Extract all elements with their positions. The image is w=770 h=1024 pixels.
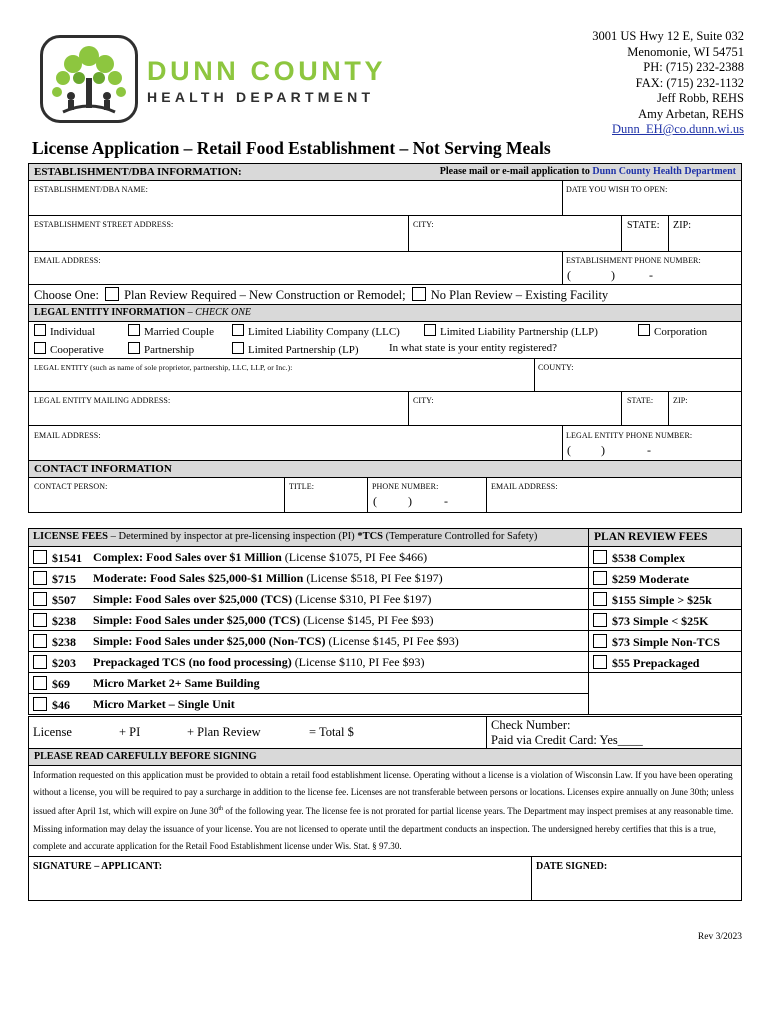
llp-checkbox[interactable]: [424, 324, 436, 336]
legal-zip-field[interactable]: [668, 391, 742, 426]
fee-description: Complex: Food Sales over $1 Million (License $1075, PI Fee $466): [93, 550, 428, 564]
fee-price: $69: [52, 677, 70, 691]
plan-review-fee-checkbox[interactable]: [593, 613, 607, 627]
legal-state-field[interactable]: [621, 391, 669, 426]
plan-review-fee-label: $73 Simple < $25K: [612, 614, 709, 628]
plan-review-row: [588, 609, 742, 631]
address-line: Menomonie, WI 54751: [627, 44, 744, 59]
plan-review-fee-checkbox[interactable]: [593, 634, 607, 648]
signing-header-bar: [28, 748, 742, 766]
field-label: ZIP:: [673, 220, 692, 231]
plan-review-row: [588, 672, 742, 715]
city-field[interactable]: [408, 215, 622, 252]
signature-label: SIGNATURE – APPLICANT:: [33, 861, 163, 872]
married-couple-checkbox[interactable]: [128, 324, 140, 336]
fee-row: [28, 651, 589, 673]
establishment-name-field[interactable]: [28, 180, 563, 216]
legal-city-field[interactable]: [408, 391, 622, 426]
field-label: ZIP:: [673, 396, 688, 405]
plan-review-option[interactable]: [593, 571, 689, 587]
fee-checkbox[interactable]: [33, 634, 47, 648]
plan-review-row: [588, 651, 742, 673]
establishment-header-bar: [28, 163, 742, 181]
phone-paren-open: (: [373, 494, 377, 508]
state-registered-question: In what state is your entity registered?: [389, 342, 558, 354]
date-signed-label: DATE SIGNED:: [536, 861, 608, 872]
plan-review-option[interactable]: [593, 550, 685, 566]
legal-mailing-address-field[interactable]: [28, 391, 409, 426]
contact-phone-field[interactable]: [367, 477, 487, 513]
fee-row: [28, 609, 589, 631]
plan-review-fee-checkbox[interactable]: [593, 655, 607, 669]
fee-price: $238: [52, 614, 76, 628]
field-label: EMAIL ADDRESS:: [34, 431, 101, 440]
phone-paren-close: ): [611, 268, 615, 282]
fee-price: $203: [52, 656, 76, 670]
fee-price: $46: [52, 698, 70, 712]
plan-review-fee-label: $538 Complex: [612, 551, 685, 565]
legal-email-field[interactable]: [28, 425, 563, 461]
fee-price: $238: [52, 635, 76, 649]
plan-review-row: [588, 630, 742, 652]
phone-dash: -: [649, 268, 653, 282]
phone-line: PH: (715) 232-2388: [643, 60, 744, 74]
plan-review-label: Plan Review Required – New Construction or Remodel;: [124, 288, 406, 302]
contact-person-field[interactable]: [28, 477, 285, 513]
fee-checkbox[interactable]: [33, 676, 47, 690]
signature-field[interactable]: [28, 856, 532, 901]
state-field[interactable]: [621, 215, 669, 252]
staff-line: Jeff Robb, REHS: [657, 91, 744, 105]
contact-header-bar: [28, 460, 742, 478]
plan-review-fee-label: $155 Simple > $25k: [612, 593, 712, 607]
field-label: EMAIL ADDRESS:: [34, 256, 101, 265]
field-label: ESTABLISHMENT PHONE NUMBER:: [566, 256, 701, 265]
field-label: CITY:: [413, 396, 434, 405]
credit-card-label: Paid via Credit Card: Yes____: [491, 733, 643, 747]
corporation-option[interactable]: Corporation: [638, 324, 707, 338]
field-label: LEGAL ENTITY PHONE NUMBER:: [566, 431, 693, 440]
plan-review-row: [588, 588, 742, 610]
field-label: EMAIL ADDRESS:: [491, 482, 558, 491]
open-date-field[interactable]: [562, 180, 742, 216]
tree-people-icon: [43, 38, 135, 120]
dunn-county-logo: [40, 35, 138, 123]
individual-checkbox[interactable]: [34, 324, 46, 336]
fee-description: Moderate: Food Sales $25,000-$1 Million (License $518, PI Fee $197): [93, 571, 443, 585]
plan-review-fee-label: $55 Prepackaged: [612, 656, 700, 670]
license-fees-header: LICENSE FEES – Determined by inspector at pre-licensing inspection (PI) *TCS (Temperature Controlled for Safety): [33, 531, 538, 542]
lp-option[interactable]: Limited Partnership (LP): [232, 342, 359, 356]
corporation-checkbox[interactable]: [638, 324, 650, 336]
contact-title-field[interactable]: [284, 477, 368, 513]
field-label: ESTABLISHMENT/DBA NAME:: [34, 185, 148, 194]
cooperative-option[interactable]: Cooperative: [34, 342, 104, 356]
field-label: ESTABLISHMENT STREET ADDRESS:: [34, 220, 174, 229]
brand-subtitle: HEALTH DEPARTMENT: [147, 89, 375, 105]
license-fees-header-bar: [28, 528, 589, 547]
check-number-label: Check Number:: [491, 718, 571, 732]
department-email-link[interactable]: Dunn_EH@co.dunn.wi.us: [612, 122, 744, 136]
establishment-header: ESTABLISHMENT/DBA INFORMATION:: [34, 166, 242, 178]
fee-price: $715: [52, 572, 76, 586]
disclaimer-text: Information requested on this application must be provided to obtain a retail food establishment license. Operating without a license is a violation of Wisconsin Law. If you have been operating without a license, you will be required to pay a surcharge in addition to the license fee. Licenses are not transferable between persons or locations. Licenses expire annually on June 30th; unless issued after April 1st, which will expire on June 30th of the following year. The license fee is not prorated for partial license years. The Department may inspect premises at any reasonable time. Missing information may delay the issuance of your license. You are not licensed to operate until the department conducts an inspection. The undersigned hereby certifies that this is a true, complete and accurate application for the Retail Food Establishment license under Wis. Stat. § 97.30.: [33, 770, 734, 851]
plan-review-fee-label: $259 Moderate: [612, 572, 689, 586]
county-field[interactable]: [534, 358, 742, 392]
lp-checkbox[interactable]: [232, 342, 244, 354]
plan-review-checkbox[interactable]: [105, 287, 119, 301]
legal-entity-header-bar: [28, 304, 742, 322]
plan-review-row: [588, 567, 742, 589]
phone-paren-close: ): [601, 443, 605, 457]
field-label: STATE:: [627, 396, 654, 405]
zip-field[interactable]: [668, 215, 742, 252]
fee-option[interactable]: [33, 550, 82, 566]
fee-description: Micro Market 2+ Same Building: [93, 676, 260, 690]
phone-paren-open: (: [567, 268, 571, 282]
choose-one-label: Choose One:: [34, 288, 99, 302]
plan-review-header-bar: [588, 528, 742, 547]
date-signed-field[interactable]: [531, 856, 742, 901]
fee-description: Prepackaged TCS (no food processing) (License $110, PI Fee $93): [93, 655, 425, 669]
partnership-checkbox[interactable]: [128, 342, 140, 354]
total-pi-label: + PI: [119, 725, 141, 739]
establishment-email-field[interactable]: [28, 251, 563, 285]
staff-line: Amy Arbetan, REHS: [638, 106, 744, 121]
fee-checkbox[interactable]: [33, 697, 47, 711]
contact-header: CONTACT INFORMATION: [34, 463, 172, 475]
contact-address-block: [592, 29, 744, 138]
fee-row: [28, 546, 589, 568]
llc-checkbox[interactable]: [232, 324, 244, 336]
partnership-option[interactable]: Partnership: [128, 342, 194, 356]
fee-row: [28, 588, 589, 610]
field-label: LEGAL ENTITY MAILING ADDRESS:: [34, 396, 171, 405]
fee-option[interactable]: [33, 571, 76, 587]
signing-header: PLEASE READ CAREFULLY BEFORE SIGNING: [34, 751, 257, 762]
no-plan-review-checkbox[interactable]: [412, 287, 426, 301]
field-label: COUNTY:: [538, 363, 574, 372]
totals-row: [28, 716, 487, 749]
cooperative-checkbox[interactable]: [34, 342, 46, 354]
fee-description: Micro Market – Single Unit: [93, 697, 235, 711]
fee-option[interactable]: [33, 592, 76, 608]
field-label: TITLE:: [289, 482, 315, 491]
fee-row: [28, 630, 589, 652]
fee-price: $1541: [52, 551, 82, 565]
field-label: DATE YOU WISH TO OPEN:: [566, 185, 668, 194]
fee-row: [28, 567, 589, 589]
choose-one: [34, 287, 608, 303]
total-plan-review-label: + Plan Review: [187, 725, 261, 739]
fee-option[interactable]: [33, 676, 70, 692]
payment-box[interactable]: [486, 716, 742, 749]
field-label: CITY:: [413, 220, 434, 229]
fee-description: Simple: Food Sales over $25,000 (TCS) (License $310, PI Fee $197): [93, 592, 432, 606]
fee-option[interactable]: [33, 613, 76, 629]
legal-entity-name-field[interactable]: [28, 358, 535, 392]
field-label: STATE:: [627, 220, 660, 231]
phone-dash: -: [444, 494, 448, 508]
field-label: PHONE NUMBER:: [372, 482, 439, 491]
establishment-phone-field[interactable]: [562, 251, 742, 285]
fee-option[interactable]: [33, 634, 76, 650]
phone-paren-open: (: [567, 443, 571, 457]
page-title: License Application – Retail Food Establishment – Not Serving Meals: [32, 138, 551, 158]
plan-review-option[interactable]: [593, 634, 720, 650]
contact-email-field[interactable]: [486, 477, 742, 513]
street-address-field[interactable]: [28, 215, 409, 252]
phone-paren-close: ): [408, 494, 412, 508]
phone-dash: -: [647, 443, 651, 457]
address-line: 3001 US Hwy 12 E, Suite 032: [592, 29, 744, 43]
fee-description: Simple: Food Sales under $25,000 (TCS) (License $145, PI Fee $93): [93, 613, 434, 627]
field-label: LEGAL ENTITY (such as name of sole proprietor, partnership, LLC, LLP, or Inc.):: [34, 363, 293, 372]
fee-checkbox[interactable]: [33, 613, 47, 627]
mail-note: Please mail or e-mail application to Dunn County Health Department: [439, 166, 736, 177]
married-option[interactable]: Married Couple: [128, 324, 214, 338]
plan-review-fee-label: $73 Simple Non-TCS: [612, 635, 721, 649]
revision-label: Rev 3/2023: [697, 932, 742, 942]
fee-option[interactable]: [33, 697, 70, 713]
llc-option[interactable]: Limited Liability Company (LLC): [232, 324, 400, 338]
fax-line: FAX: (715) 232-1132: [635, 75, 744, 90]
plan-review-fee-checkbox[interactable]: [593, 571, 607, 585]
plan-review-row: [588, 546, 742, 568]
individual-option[interactable]: Individual: [34, 324, 95, 338]
fee-row: [28, 693, 589, 715]
plan-review-option[interactable]: [593, 613, 709, 629]
legal-phone-field[interactable]: [562, 425, 742, 461]
plan-review-fee-checkbox[interactable]: [593, 550, 607, 564]
fee-checkbox[interactable]: [33, 655, 47, 669]
plan-review-option[interactable]: [593, 592, 712, 608]
total-sum-label: = Total $: [309, 725, 354, 739]
legal-entity-header: LEGAL ENTITY INFORMATION – CHECK ONE: [34, 307, 251, 318]
plan-review-fee-checkbox[interactable]: [593, 592, 607, 606]
fee-checkbox[interactable]: [33, 571, 47, 585]
llp-option[interactable]: Limited Liability Partnership (LLP): [424, 324, 598, 338]
fee-row: [28, 672, 589, 694]
fee-checkbox[interactable]: [33, 550, 47, 564]
brand-name: DUNN COUNTY: [147, 56, 387, 86]
plan-review-option[interactable]: [593, 655, 699, 671]
total-license-label: License: [33, 725, 72, 739]
field-label: CONTACT PERSON:: [34, 482, 108, 491]
fee-price: $507: [52, 593, 76, 607]
plan-review-header: PLAN REVIEW FEES: [594, 531, 708, 543]
no-plan-review-label: No Plan Review – Existing Facility: [430, 288, 609, 302]
fee-option[interactable]: [33, 655, 76, 671]
fee-checkbox[interactable]: [33, 592, 47, 606]
fee-description: Simple: Food Sales under $25,000 (Non-TCS) (License $145, PI Fee $93): [93, 634, 459, 648]
department-name: Dunn County Health Department: [592, 166, 736, 177]
